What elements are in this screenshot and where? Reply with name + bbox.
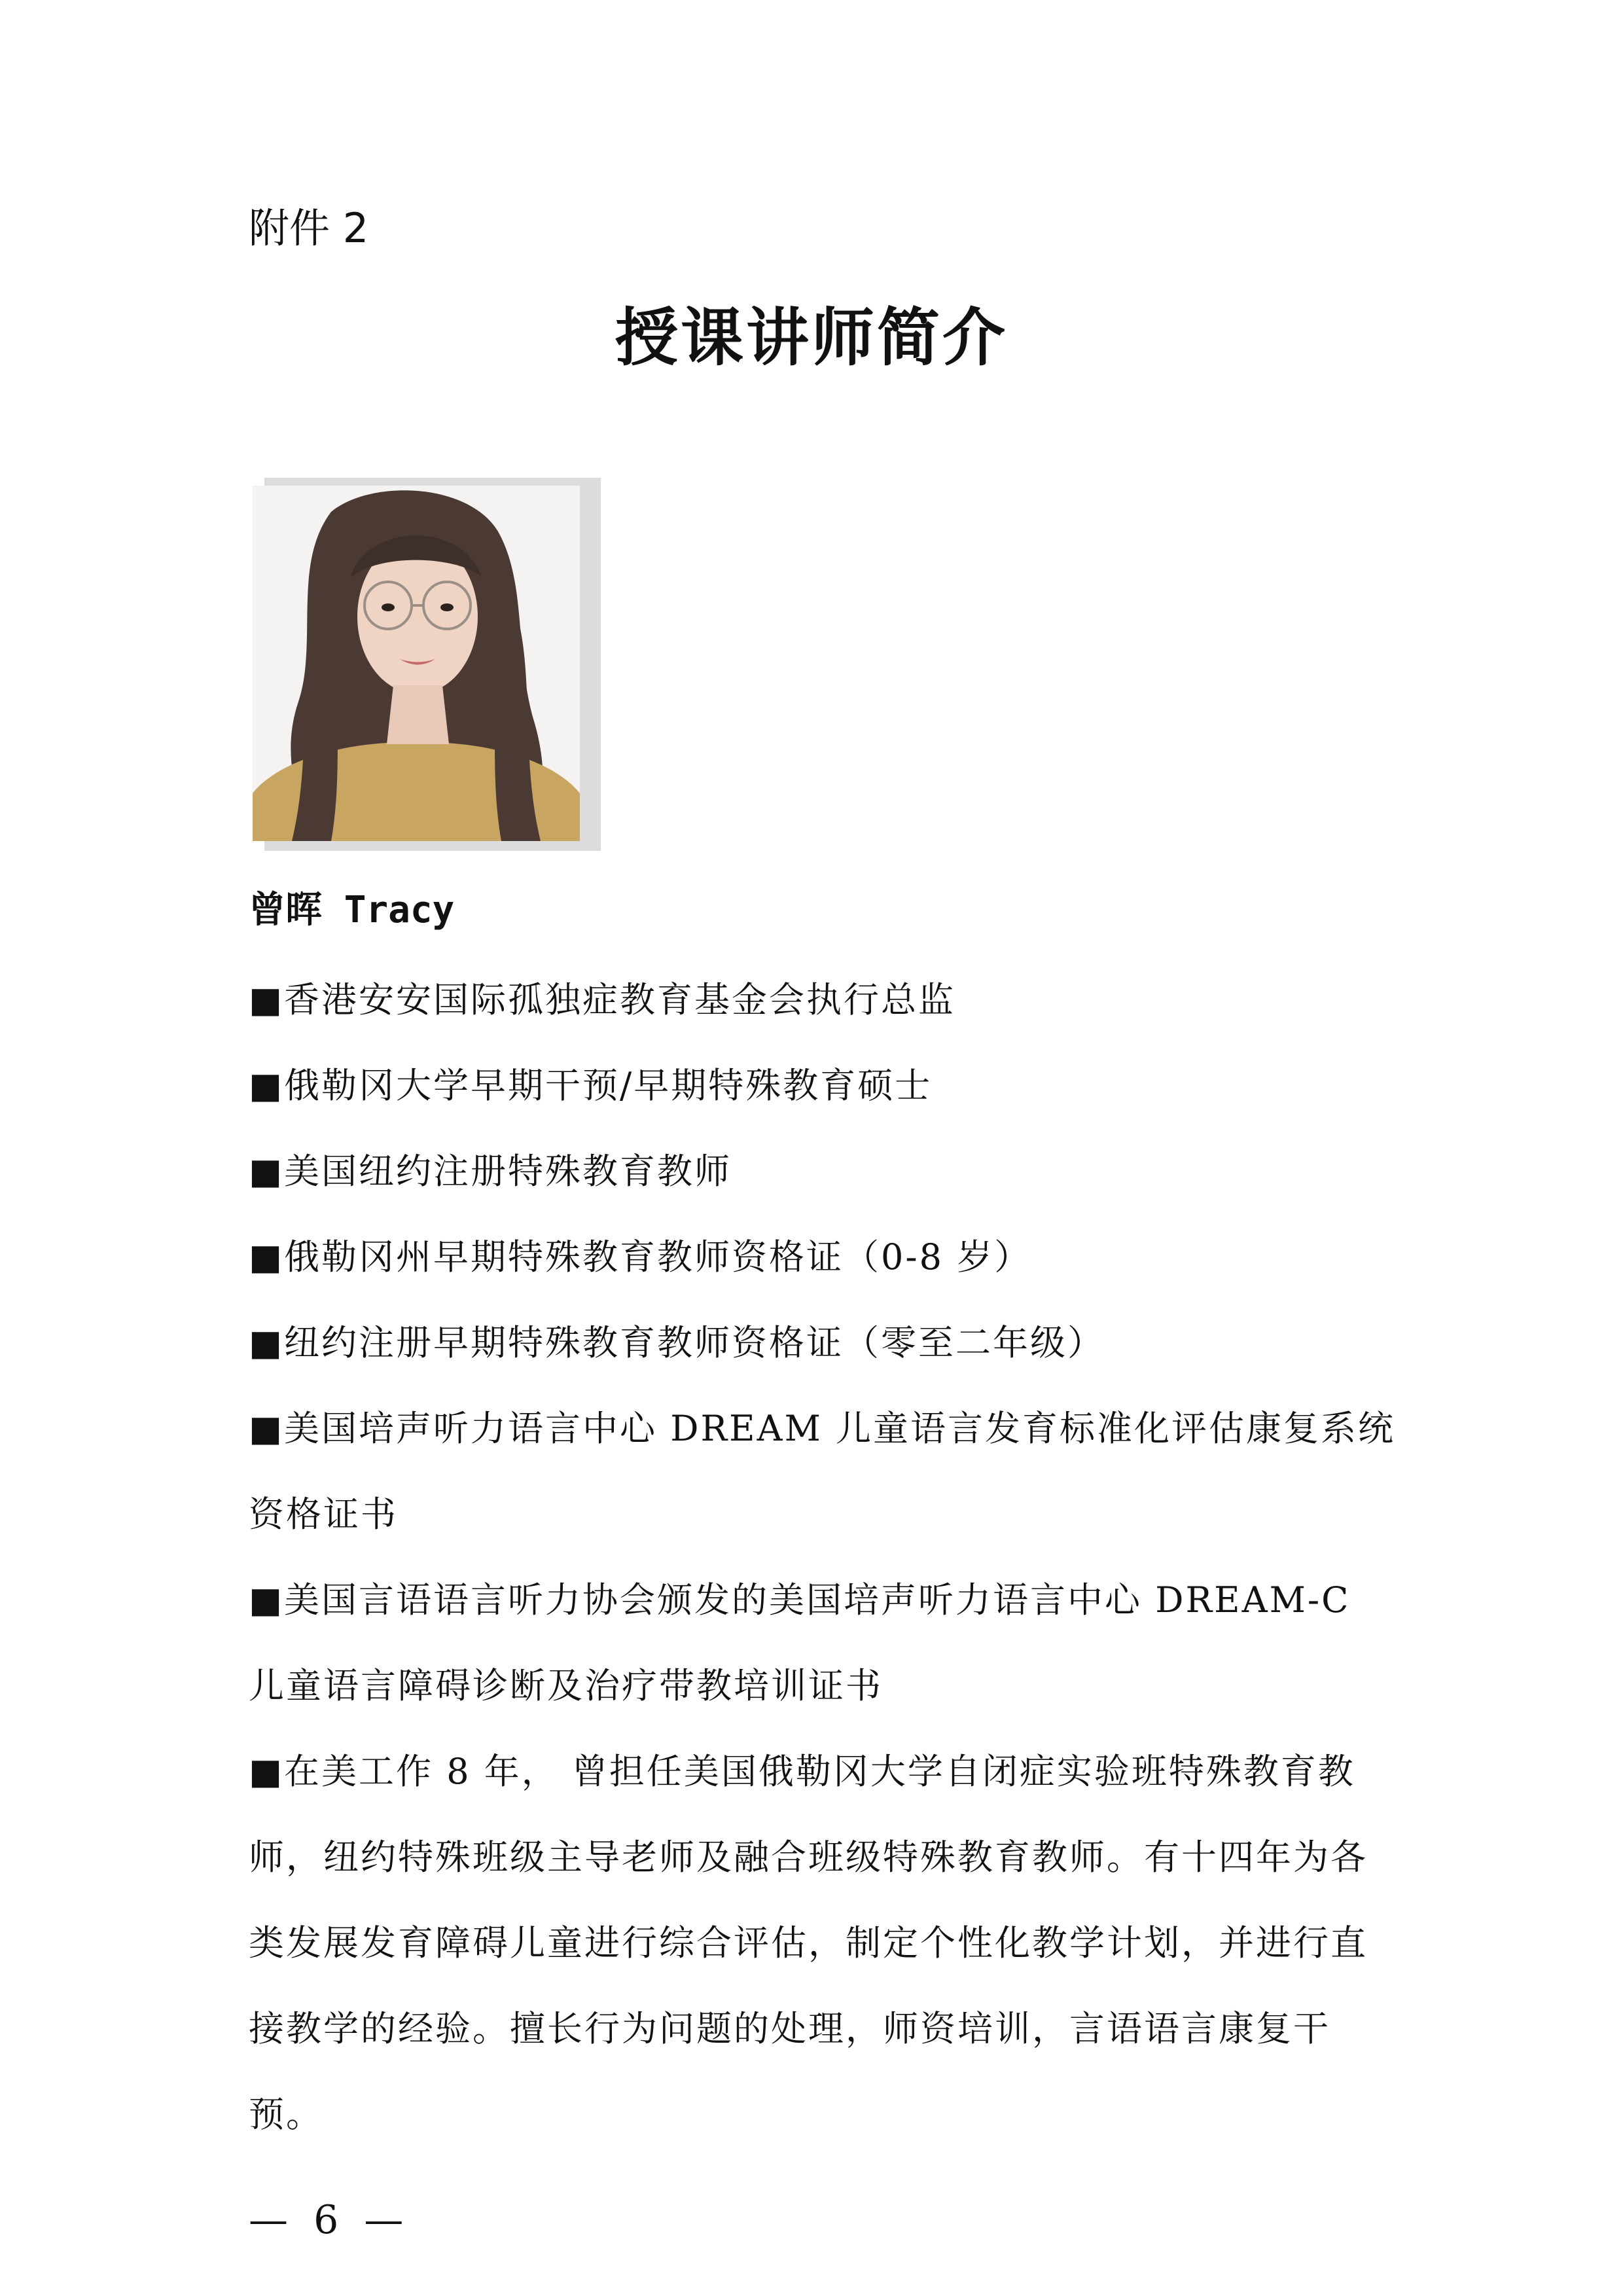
bio-item-text: 香港安安国际孤独症教育基金会执行总监 bbox=[284, 979, 956, 1020]
bio-item-text: 俄勒冈州早期特殊教育教师资格证（0-8 岁） bbox=[284, 1236, 1032, 1278]
bio-item-text: 俄勒冈大学早期干预/早期特殊教育硕士 bbox=[284, 1065, 933, 1106]
bio-item-text: 纽约注册早期特殊教育教师资格证（零至二年级） bbox=[284, 1322, 1105, 1363]
bio-item bbox=[249, 957, 1400, 1043]
bio-item bbox=[249, 1386, 1400, 1557]
instructor-photo-frame bbox=[253, 478, 601, 851]
bio-item-text: 在美工作 8 年， 曾担任美国俄勒冈大学自闭症实验班特殊教育教师，纽约特殊班级主导老师及融合班级特殊教育教师。有十四年为各类发展发育障碍儿童进行综合评估，制定个性化教学计划，并进行直接教学的经验。擅长行为问题的处理，师资培训，言语语言康复干预。 bbox=[249, 1751, 1368, 2135]
bullet-icon: ■ bbox=[249, 1322, 285, 1363]
bio-item-text: 美国纽约注册特殊教育教师 bbox=[284, 1151, 732, 1192]
page-title: 授课讲师简介 bbox=[615, 301, 1008, 374]
instructor-bio bbox=[249, 957, 1400, 2157]
portrait-illustration bbox=[253, 486, 580, 841]
bio-item bbox=[249, 1729, 1400, 2157]
bio-item-text: 美国言语语言听力协会颁发的美国培声听力语言中心 DREAM-C 儿童语言障碍诊断及治疗带教培训证书 bbox=[249, 1579, 1351, 1706]
page-number: — 6 — bbox=[249, 2197, 410, 2243]
instructor-photo bbox=[253, 486, 580, 841]
bullet-icon: ■ bbox=[249, 1579, 285, 1621]
bullet-icon: ■ bbox=[249, 1151, 285, 1192]
bullet-icon: ■ bbox=[249, 1751, 285, 1792]
bio-item bbox=[249, 1557, 1400, 1729]
bio-item bbox=[249, 1043, 1400, 1128]
bio-item bbox=[249, 1128, 1400, 1214]
bio-item-text: 美国培声听力语言中心 DREAM 儿童语言发育标准化评估康复系统资格证书 bbox=[249, 1408, 1396, 1535]
instructor-name: 曾晖 Tracy bbox=[249, 889, 455, 931]
attachment-label: 附件 2 bbox=[249, 204, 369, 252]
bullet-icon: ■ bbox=[249, 1065, 285, 1106]
bio-item bbox=[249, 1300, 1400, 1386]
bullet-icon: ■ bbox=[249, 979, 285, 1020]
bullet-icon: ■ bbox=[249, 1236, 285, 1278]
bullet-icon: ■ bbox=[249, 1408, 285, 1449]
bio-item bbox=[249, 1214, 1400, 1300]
